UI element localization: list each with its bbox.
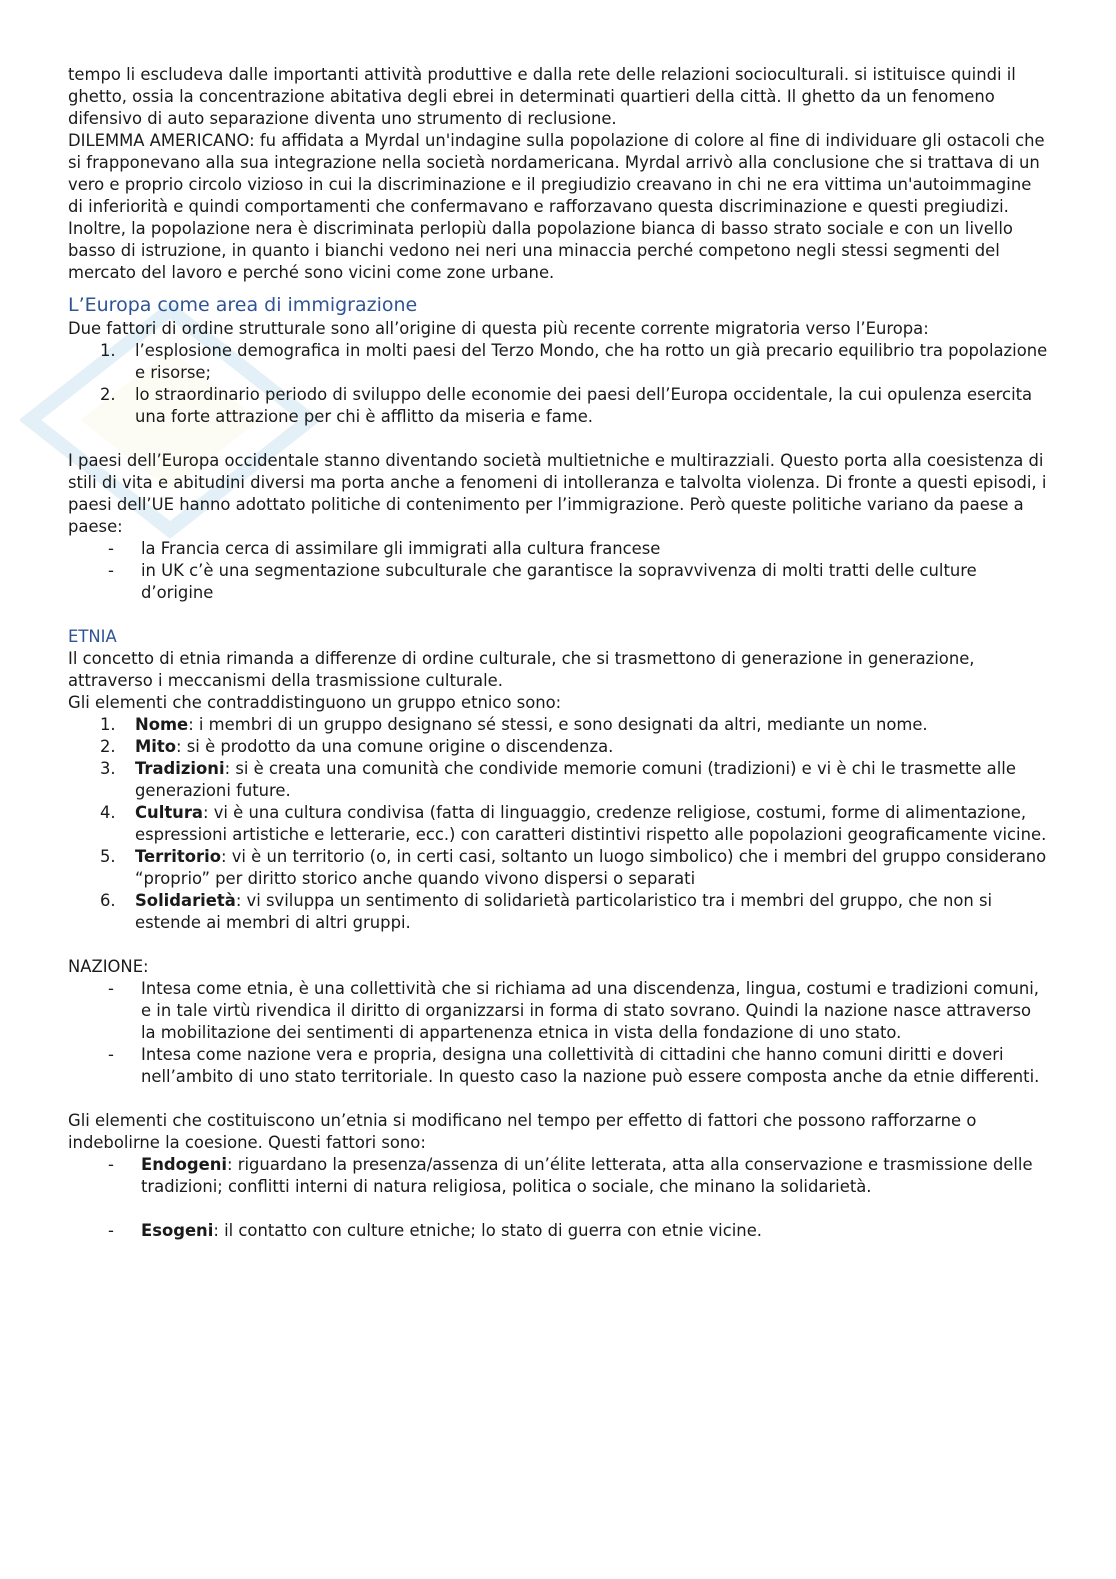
list-marker: 1.	[100, 341, 116, 360]
list-item-text: Intesa come nazione vera e propria, designa una collettività di cittadini che hanno comuni diritti e doveri nell’ambito di uno stato territoriale. In questo caso la nazione può essere composta anche da etnie differenti.	[141, 1045, 1040, 1086]
list-item	[68, 978, 1048, 1044]
list-item	[68, 384, 1048, 428]
term: Mito	[135, 737, 177, 756]
list-item-text: : vi sviluppa un sentimento di solidarietà particolaristico tra i membri del gruppo, che non si estende ai membri di altri gruppi.	[135, 891, 993, 932]
list-item	[68, 538, 1048, 560]
europa-paragraph: I paesi dell’Europa occidentale stanno diventando società multietniche e multirazziali. Questo porta alla coesistenza di stili di vita e abitudini diversi ma porta anche a fenomeni di intolleranza e talvolta violenza. Di fronte a questi episodi, i paesi dell’UE hanno adottato politiche di contenimento per l’immigrazione. Però queste politiche variano da paese a paese:	[68, 451, 1047, 536]
heading-etnia: ETNIA	[68, 627, 117, 646]
heading-nazione: NAZIONE:	[68, 957, 149, 976]
etnia-intro: Il concetto di etnia rimanda a differenze di ordine culturale, che si trasmettono di generazione in generazione, attraverso i meccanismi della trasmissione culturale.	[68, 649, 975, 690]
list-item	[68, 714, 1048, 736]
list-item-text: la Francia cerca di assimilare gli immigrati alla cultura francese	[141, 539, 661, 558]
list-item	[68, 560, 1048, 604]
list-item	[68, 1220, 1048, 1242]
list-item	[68, 1154, 1048, 1198]
list-item-text: : riguardano la presenza/assenza di un’élite letterata, atta alla conservazione e trasmissione delle tradizioni; conflitti interni di natura religiosa, politica o sociale, che minano la solidarietà.	[141, 1155, 1033, 1196]
list-marker: -	[108, 561, 114, 580]
list-item	[68, 758, 1048, 802]
list-item	[68, 846, 1048, 890]
term: Nome	[135, 715, 189, 734]
list-marker: 3.	[100, 759, 116, 778]
list-item	[68, 802, 1048, 846]
list-item	[68, 1044, 1048, 1088]
list-marker: -	[108, 1045, 114, 1064]
list-marker: -	[108, 1221, 114, 1240]
list-marker: 1.	[100, 715, 116, 734]
term: Tradizioni	[135, 759, 225, 778]
list-item-text: in UK c’è una segmentazione subculturale che garantisce la sopravvivenza di molti tratti delle culture d’origine	[141, 561, 977, 602]
list-marker: 2.	[100, 737, 116, 756]
dilemma-americano-paragraph: DILEMMA AMERICANO: fu affidata a Myrdal un'indagine sulla popolazione di colore al fine di individuare gli ostacoli che si frapponevano alla sua integrazione nella società nordamericana. Myrdal arrivò alla conclusione che si trattava di un vero e proprio circolo vizioso in cui la discriminazione e il pregiudizio creavano in chi ne era vittima un'autoimmagine di inferiorità e quindi comportamenti che confermavano e rafforzavano questa discriminazione e questi pregiudizi.	[68, 131, 1045, 216]
etnia-intro-elements: Gli elementi che contraddistinguono un gruppo etnico sono:	[68, 693, 562, 712]
nazione-list	[68, 978, 1048, 1088]
list-marker: 2.	[100, 385, 116, 404]
list-marker: 5.	[100, 847, 116, 866]
fattori-list	[68, 1154, 1048, 1242]
term: Cultura	[135, 803, 203, 822]
heading-europa: L’Europa come area di immigrazione	[68, 294, 418, 316]
term: Territorio	[135, 847, 221, 866]
list-item-text: : si è creata una comunità che condivide memorie comuni (tradizioni) e vi è chi le trasmette alle generazioni future.	[135, 759, 1016, 800]
list-item	[68, 340, 1048, 384]
inoltre-paragraph: Inoltre, la popolazione nera è discriminata perlopiù dalla popolazione bianca di basso strato sociale e con un livello basso di istruzione, in quanto i bianchi vedono nei neri una minaccia perché competono negli stessi segmenti del mercato del lavoro e perché sono vicini come zone urbane.	[68, 219, 1013, 282]
term: Endogeni	[141, 1155, 227, 1174]
list-item	[68, 736, 1048, 758]
list-marker: -	[108, 1155, 114, 1174]
list-marker: -	[108, 979, 114, 998]
list-item-text: : si è prodotto da una comune origine o discendenza.	[176, 737, 614, 756]
intro-paragraph-ghetto: tempo li escludeva dalle importanti attività produttive e dalla rete delle relazioni socioculturali. si istituisce quindi il ghetto, ossia la concentrazione abitativa degli ebrei in determinati quartieri della città. Il ghetto da un fenomeno difensivo di auto separazione diventa uno strumento di reclusione.	[68, 65, 1016, 128]
list-marker: 4.	[100, 803, 116, 822]
list-item-text: Intesa come etnia, è una collettività che si richiama ad una discendenza, lingua, costumi e tradizioni comuni, e in tale virtù rivendica il diritto di organizzarsi in forma di stato sovrano. Quindi la nazione nasce attraverso la mobilitazione dei sentimenti di appartenenza etnica in vista della fondazione di uno stato.	[141, 979, 1039, 1042]
list-item-text: : il contatto con culture etniche; lo stato di guerra con etnie vicine.	[213, 1221, 762, 1240]
term: Solidarietà	[135, 891, 236, 910]
list-item-text: : vi è una cultura condivisa (fatta di linguaggio, credenze religiose, costumi, forme di alimentazione, espressioni artistiche e letterarie, ecc.) con caratteri distintivi rispetto alle popolazioni geograficamente vicine.	[135, 803, 1047, 844]
list-item-text: l’esplosione demografica in molti paesi del Terzo Mondo, che ha rotto un già precario equilibrio tra popolazione e risorse;	[135, 341, 1048, 382]
list-marker: 6.	[100, 891, 116, 910]
list-item	[68, 890, 1048, 934]
fattori-intro: Gli elementi che costituiscono un’etnia si modificano nel tempo per effetto di fattori che possono rafforzarne o indebolirne la coesione. Questi fattori sono:	[68, 1111, 977, 1152]
etnia-elements-list	[68, 714, 1048, 934]
term: Esogeni	[141, 1221, 214, 1240]
europa-intro: Due fattori di ordine strutturale sono all’origine di questa più recente corrente migratoria verso l’Europa:	[68, 319, 929, 338]
list-item-text: : i membri di un gruppo designano sé stessi, e sono designati da altri, mediante un nome.	[188, 715, 928, 734]
list-spacer	[68, 1198, 1048, 1220]
europa-factors-list	[68, 340, 1048, 428]
list-marker: -	[108, 539, 114, 558]
document-page	[68, 64, 1048, 1242]
list-item-text: : vi è un territorio (o, in certi casi, soltanto un luogo simbolico) che i membri del gruppo considerano “proprio” per diritto storico anche quando vivono dispersi o separati	[135, 847, 1047, 888]
europa-policies-list	[68, 538, 1048, 604]
list-item-text: lo straordinario periodo di sviluppo delle economie dei paesi dell’Europa occidentale, la cui opulenza esercita una forte attrazione per chi è afflitto da miseria e fame.	[135, 385, 1033, 426]
